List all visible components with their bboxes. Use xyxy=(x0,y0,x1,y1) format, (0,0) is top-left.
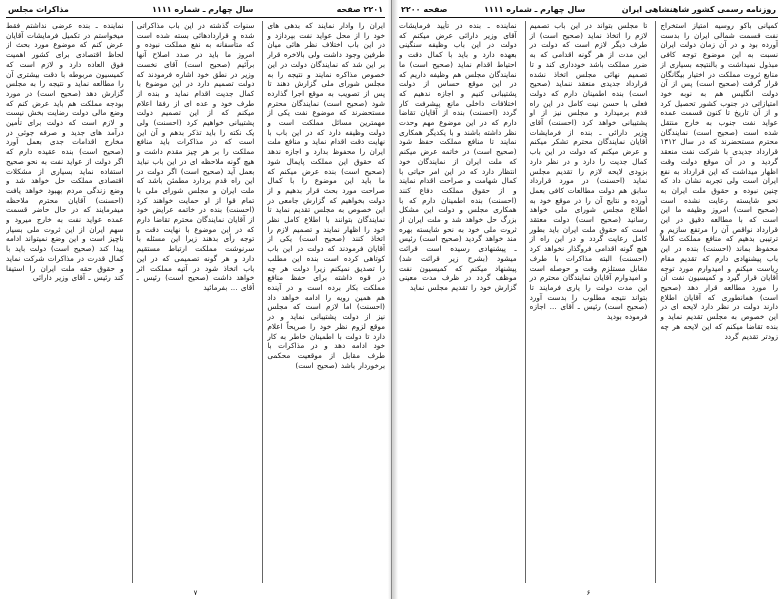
right-column-1 xyxy=(655,21,778,583)
right-column-2-text: تا مجلس بتواند در این باب تصمیم لازم را اتخاذ نماید (صحیح است) از طرف دیگر لازم است که دولت در این مدت از هر گونه اقدامی که به ضرر مملکت باشد خودداری کند و تا تصمیم نهائی مجلس اتخاذ نشده قرارداد جدیدی منعقد ننماید (صحیح است) بنده اطمینان دارم که دولت فعلی با حسن نیت کامل در این راه قدم برمیدارد و مجلس نیز از او پشتیبانی خواهد کرد (احسنت) آقای وزیر دارائی ـ بنده از فرمایشات آقایان نمایندگان محترم تشکر میکنم و عرض میکنم که دولت در این باب کمال جدیت را دارد و در نظر دارد بزودی لایحه لازم را تقدیم مجلس نماید (احسنت) در مورد قرارداد سابق هم دولت مطالعات کافی بعمل آورده و نتایج آن را در موقع خود به اطلاع مجلس شورای ملی خواهد رسانید (صحیح است) دولت معتقد است که حقوق ملت ایران باید بطور کامل رعایت گردد و در این راه از هیچ گونه اقدامی فروگذار نخواهد کرد (احسنت) البته مذاکرات با طرف مقابل مستلزم وقت و حوصله است و امیدوارم آقایان نمایندگان محترم در این مدت دولت را یاری فرمایند تا بتواند نتیجه مطلوب را بدست آورد (صحیح است) رئیس ـ آقای ... اجازه فرموده بودید xyxy=(529,21,648,322)
left-page-number: ۲۲۰۱ صفحه xyxy=(336,4,383,14)
left-page-header xyxy=(6,3,385,15)
right-page-section: روزنامه رسمی کشور شاهنشاهی ایران xyxy=(621,4,776,14)
left-page-folio: ۷ xyxy=(193,589,198,597)
left-page-issue: سال چهارم ـ شماره ۱۱۱۱ xyxy=(152,4,254,14)
right-page-columns xyxy=(399,21,778,583)
right-page-issue: سال چهارم ـ شماره ۱۱۱۱ xyxy=(483,4,586,14)
right-header-rule xyxy=(399,17,778,18)
left-column-2-text: سنوات گذشته در این باب مذاکراتی شده و قراردادهائی بسته شده است که متأسفانه به نفع مملکت نبوده و امروز ما باید در صدد اصلاح آنها برآئیم (صحیح است) آقای نخست وزیر در نطق خود اشاره فرمودند که دولت تصمیم دارد در این موضوع با کمال جدیت اقدام نماید و بنده از طرف خود و عده ای از رفقا اعلام میکنم که از این تصمیم دولت پشتیبانی خواهیم کرد (احسنت) ولی یک نکته را باید تذکر بدهم و آن این است که در مذاکرات باید منافع مملکت را بر هر چیز مقدم داشت و هیچ گونه ملاحظه ای در این باب نباید بعمل آید (صحیح است) اگر دولت در این راه قدم بردارد مطمئن باشد که ملت ایران و مجلس شورای ملی با تمام قوا از او حمایت خواهند کرد (احسنت) بنده در خاتمه عرایض خود از آقایان نمایندگان محترم تقاضا دارم که در این موضوع با نهایت دقت و توجه رأی بدهند زیرا این مسئله با سرنوشت مملکت ارتباط مستقیم دارد و هر گونه تصمیمی که در این باب اتخاذ شود در آتیه مملکت اثر خواهد داشت (صحیح است) رئیس ـ آقای ... بفرمائید xyxy=(136,21,255,292)
right-page-folio: ۶ xyxy=(586,589,591,597)
right-column-2 xyxy=(525,21,648,583)
left-column-3 xyxy=(6,21,124,583)
left-column-1-text: ایران را وادار نمایند که بدهی های خود را از محل عواید نفت بپردازد و در این باب اختلاف نظر هائی میان طرفین وجود داشت ولی بالاخره قرار بر این شد که نمایندگان دولت در این خصوص مذاکره نمایند و نتیجه را به مجلس شورای ملی گزارش دهند تا پس از تصویب به موقع اجرا گذارده شود (صحیح است) نمایندگان محترم مستحضرند که موضوع نفت یکی از مهمترین مسائل مملکت است و دولت وظیفه دارد که در این باب با نهایت دقت اقدام نماید و منافع ملت ایران را محفوظ بدارد و اجازه ندهد که حقوق این مملکت پایمال شود (صحیح است) بنده عرض میکنم که ما باید این موضوع را با کمال صراحت مورد بحث قرار بدهیم و از دولت بخواهیم که گزارش جامعی در این خصوص به مجلس تقدیم نماید تا نمایندگان بتوانند با اطلاع کامل نظر خود را اظهار نمایند و تصمیم لازم را اتخاذ کنند (صحیح است) یکی از آقایان فرمودند که دولت در این باب کوتاهی کرده است بنده این مطلب را تصدیق نمیکنم زیرا دولت هر چه در قوه داشته برای حفظ منافع مملکت بکار برده است و در آینده هم همین رویه را ادامه خواهد داد (احسنت) اما لازم است که مجلس نیز از دولت پشتیبانی نماید و در موقع لزوم نظر خود را صریحاً اعلام دارد تا دولت با اطمینان خاطر به کار خود ادامه دهد و در مذاکرات با طرف مقابل از موقعیت محکمی برخوردار باشد (صحیح است) xyxy=(267,21,385,370)
right-column-1-text: کمپانی باکو روسیه امتیاز استخراج نفت قسمت شمالی ایران را بدست آورده بود و در آن زمان دولت ایران نسبت به این موضوع توجه کافی مبذول نمیداشت و بالنتیجه بسیاری از منابع ثروت مملکت در اختیار بیگانگان قرار گرفت (صحیح است) پس از آن دولت انگلیس هم به نوبه خود امتیازاتی در جنوب کشور تحصیل کرد و از آن تاریخ تا کنون قسمت عمده عواید نفت جنوب به خارج منتقل شده است (صحیح است) نمایندگان محترم مستحضرند که در سال ۱۳۱۲ قرارداد جدیدی با شرکت نفت منعقد گردید و در آن موقع دولت وقت اظهار میداشت که این قرارداد به نفع ایران است ولی تجربه نشان داد که چنین نبوده و حقوق ملت ایران به نحو شایسته رعایت نشده است (صحیح است) امروز وظیفه ما این است که با مطالعه دقیق در این قرارداد نواقص آن را مرتفع سازیم و ترتیبی بدهیم که منافع مملکت کاملاً محفوظ بماند (احسنت) بنده در این باب پیشنهادی دارم که تقدیم مقام ریاست میکنم و امیدوارم مورد توجه آقایان قرار گیرد و کمیسیون نفت آن را مورد مطالعه قرار دهد (صحیح است) همانطوری که آقایان اطلاع دارند دولت در نظر دارد لایحه ای در این خصوص به مجلس تقدیم نماید و بنده تقاضا میکنم که این لایحه هر چه زودتر تقدیم گردد xyxy=(660,21,778,341)
left-column-3-text: نماینده ـ بنده عرضی نداشتم فقط میخواستم در تکمیل فرمایشات آقایان عرض کنم که موضوع مورد بحث از لحاظ اقتصادی برای کشور اهمیت فوق العاده دارد و لازم است که کمیسیون مربوطه با دقت بیشتری آن را مطالعه نماید و نتیجه را به مجلس گزارش دهد (صحیح است) در مورد بودجه مملکت هم باید عرض کنم که وضع مالی دولت رضایت بخش نیست و لازم است که دولت برای تأمین درآمد های جدید و صرفه جوئی در مخارج اقدامات جدی بعمل آورد (صحیح است) بنده عقیده دارم که اگر دولت از عواید نفت به نحو صحیح استفاده نماید بسیاری از مشکلات اقتصادی مملکت حل خواهد شد و وضع زندگی مردم بهبود خواهد یافت (احسنت) آقایان محترم ملاحظه میفرمایند که در حال حاضر قسمت عمده عواید نفت به خارج میرود و سهم ایران از این ثروت ملی بسیار ناچیز است و این وضع نمیتواند ادامه پیدا کند (صحیح است) دولت باید با کمال قدرت در مذاکرات شرکت نماید و حقوق حقه ملت ایران را استیفا کند رئیس ـ آقای وزیر دارائی xyxy=(5,21,124,283)
left-column-2 xyxy=(132,21,255,583)
right-page-header xyxy=(399,3,778,15)
left-page-section: مذاکرات مجلس xyxy=(8,4,69,14)
left-page-columns xyxy=(6,21,385,583)
right-column-3 xyxy=(399,21,517,583)
left-column-1 xyxy=(262,21,385,583)
left-header-rule xyxy=(6,17,385,18)
right-column-3-text: نماینده ـ بنده در تأیید فرمایشات آقای وزیر دارائی عرض میکنم که دولت در این باب وظیفه سنگینی بعهده دارد و باید با کمال دقت و احتیاط اقدام نماید (صحیح است) ما نمایندگان مجلس هم وظیفه داریم که در این موقع حساس از دولت پشتیبانی کنیم و اجازه ندهیم که اختلافات داخلی مانع پیشرفت کار گردد (احسنت) بنده از آقایان تقاضا دارم که در این موضوع مهم وحدت نظر داشته باشند و با یکدیگر همکاری نمایند تا منافع مملکت حفظ شود (صحیح است) در خاتمه عرض میکنم که ملت ایران از نمایندگان خود انتظار دارد که در این امر حیاتی با کمال شهامت و صراحت اقدام نمایند و از حقوق مملکت دفاع کنند (احسنت) بنده اطمینان دارم که با همکاری مجلس و دولت این مشکل بزرگ حل خواهد شد و ملت ایران از ثروت ملی خود به نحو شایسته بهره مند خواهد گردید (صحیح است) رئیس ـ پیشنهادی رسیده است قرائت میشود (بشرح زیر قرائت شد) پیشنهاد میکنم که کمیسیون نفت موظف گردد در ظرف مدت معینی گزارش خود را تقدیم مجلس نماید xyxy=(398,21,517,292)
right-page-number: صفحه ۲۲۰۰ xyxy=(401,4,448,14)
right-page xyxy=(393,0,784,599)
